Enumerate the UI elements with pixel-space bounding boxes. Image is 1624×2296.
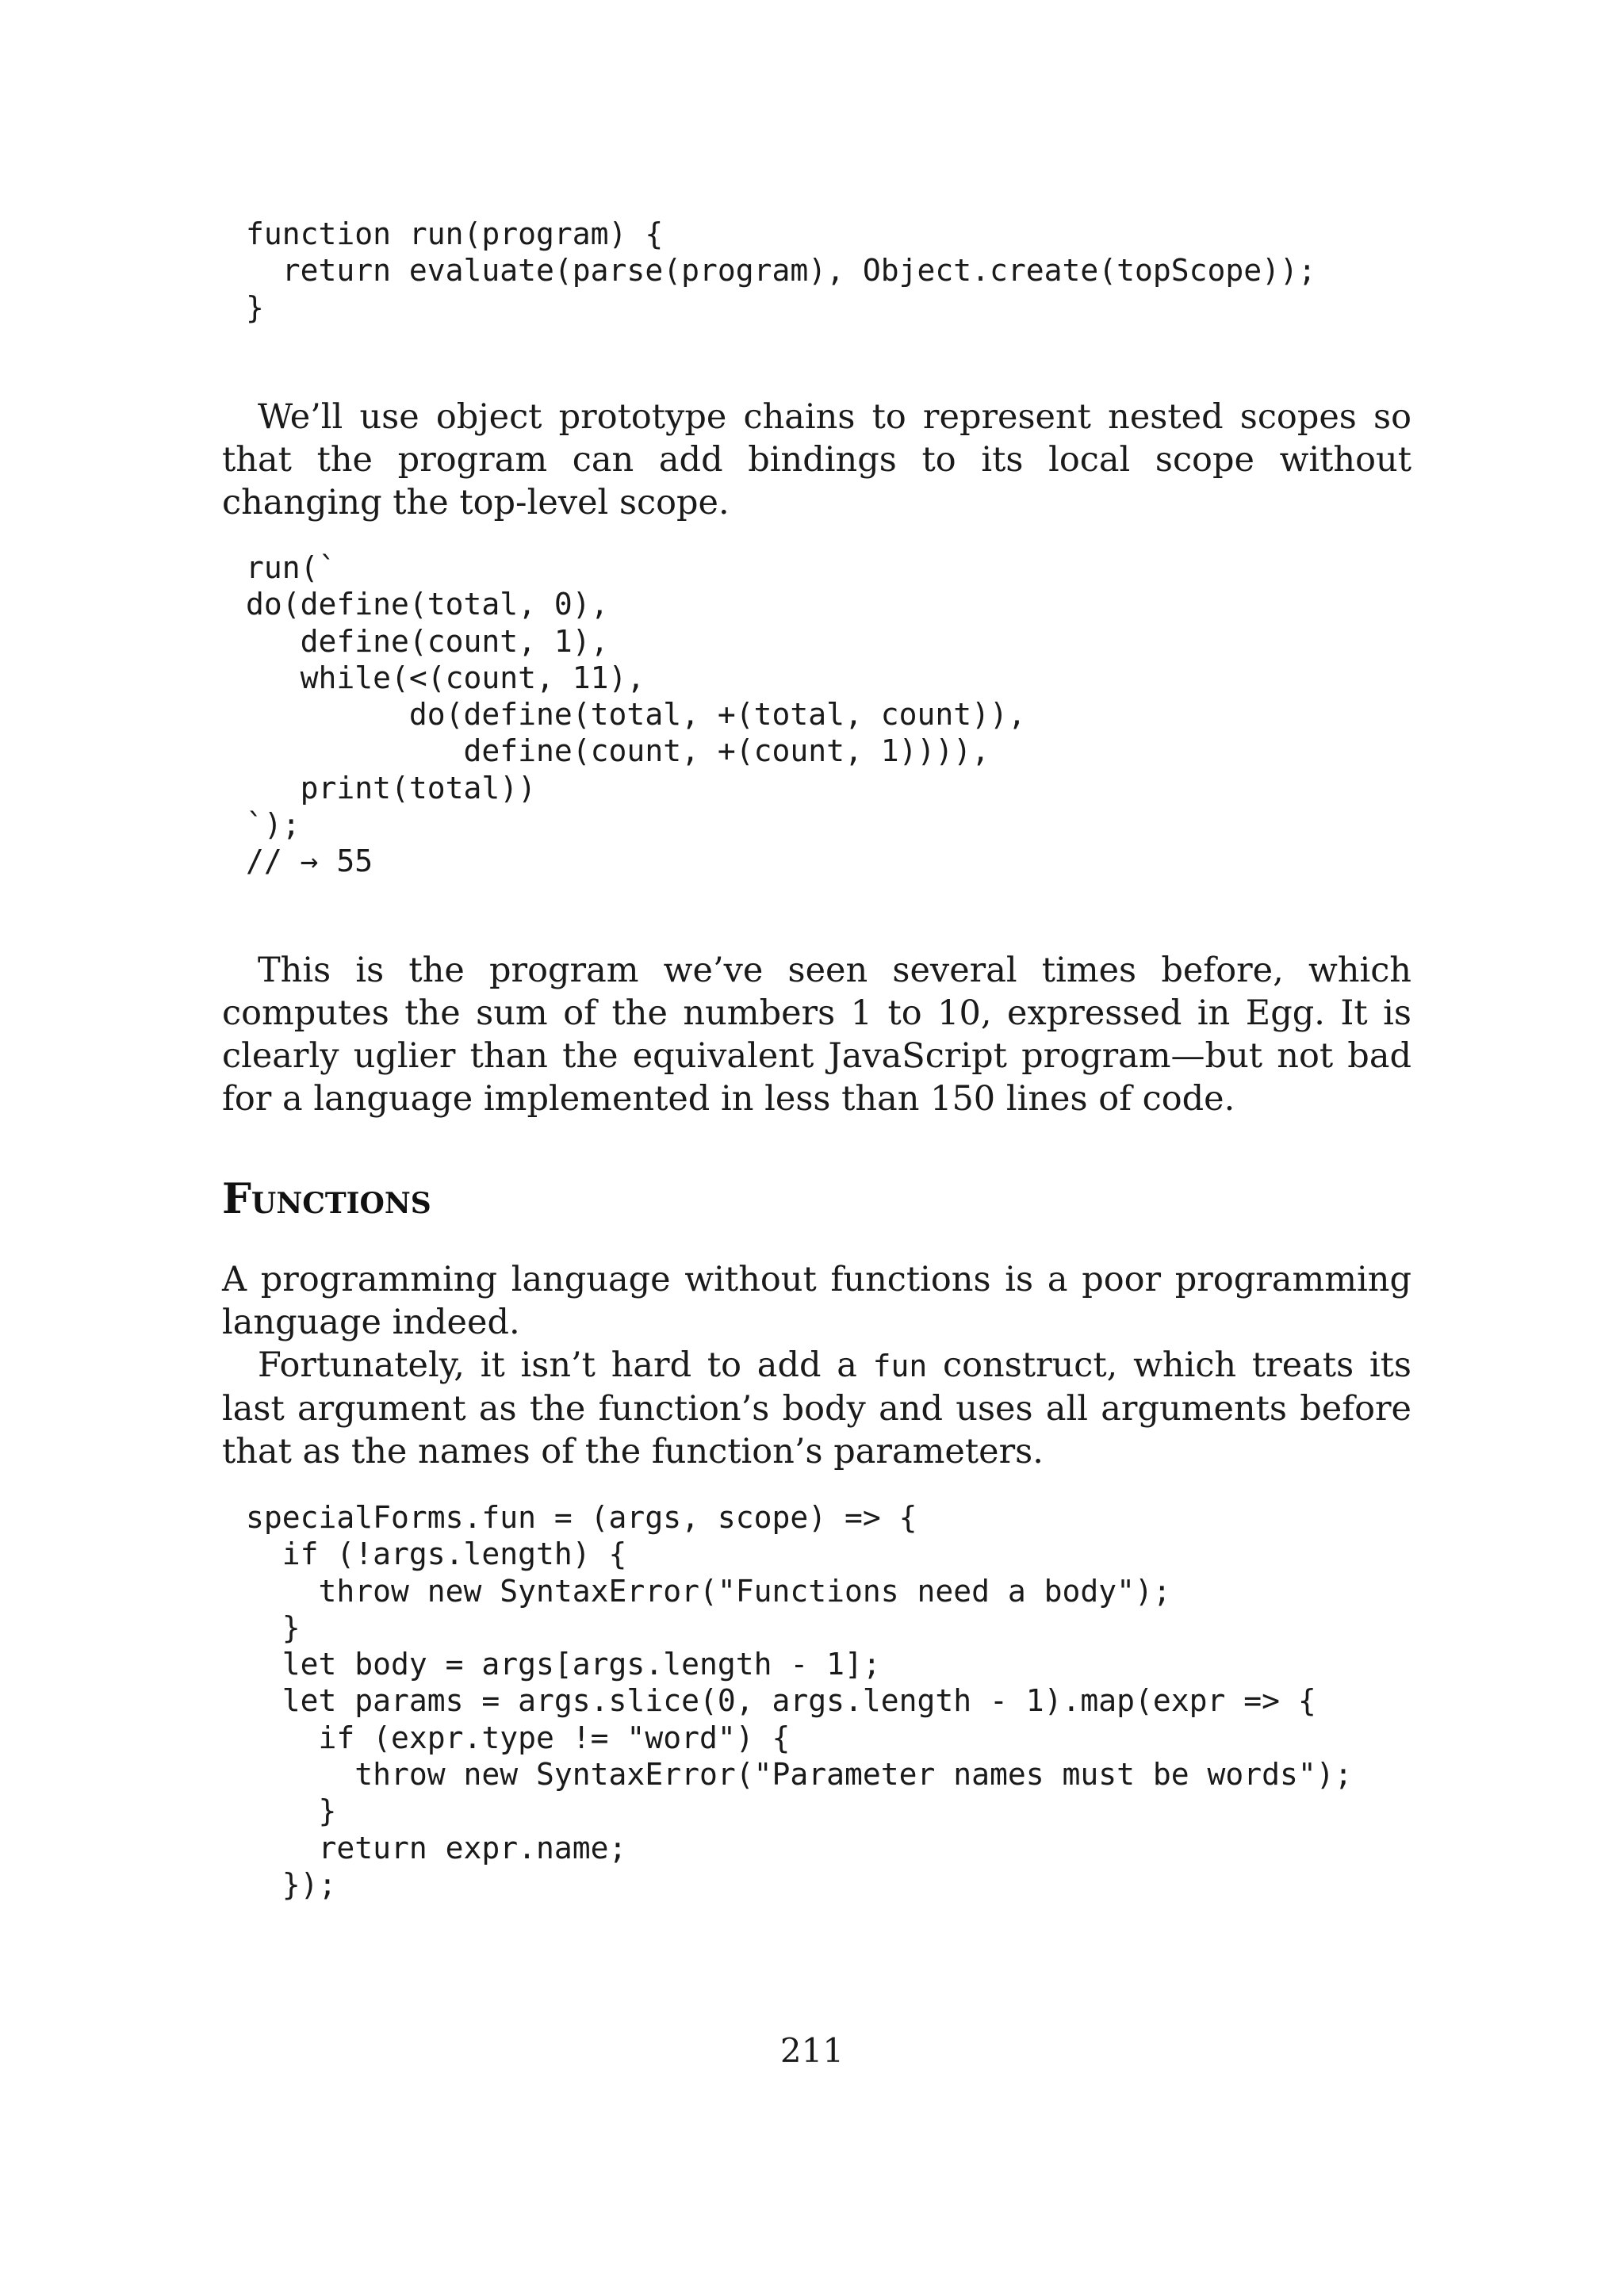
paragraph-prototype-scopes: We’ll use object prototype chains to represent nested scopes so that the program can add bindings to its local scope without changing the top-level scope.	[222, 397, 1411, 522]
paragraph-fun-construct	[222, 1344, 1411, 1473]
code-block-egg-program: run(` do(define(total, 0), define(count, 1), while(<(count, 11), do(define(total, +(total, count)), define(count, +(count, 1)))), print(total)) `); // → 55	[246, 550, 1026, 879]
code-block-special-forms-fun: specialForms.fun = (args, scope) => { if (!args.length) { throw new SyntaxError("Functions need a body"); } let body = args[args.length - 1]; let params = args.slice(0, args.length - 1).map(expr => { if (expr.type != "word") { throw new SyntaxError("Parameter names must be words"); } return expr.name; });	[246, 1500, 1353, 1902]
paragraph-functions-intro: A programming language without functions is a poor programming language indeed.	[222, 1260, 1411, 1342]
section-heading-functions: Functions	[222, 1175, 431, 1223]
paragraph-fun-construct-after: construct, which treats its last argument as the function’s body and uses all arguments before that as the names of the function’s parameters.	[222, 1345, 1412, 1471]
paragraph-fun-construct-before: Fortunately, it isn’t hard to add a	[258, 1345, 873, 1385]
paragraph-egg-program-explanation: This is the program we’ve seen several times before, which computes the sum of the numbers 1 to 10, expressed in Egg. It is clearly uglier than the equivalent JavaScript program—but not bad for a language implemented in less than 150 lines of code.	[222, 951, 1411, 1119]
inline-code-fun: fun	[872, 1349, 928, 1383]
code-block-run-function: function run(program) { return evaluate(parse(program), Object.create(topScope)); }	[246, 216, 1316, 325]
page-number: 211	[779, 2031, 845, 2070]
